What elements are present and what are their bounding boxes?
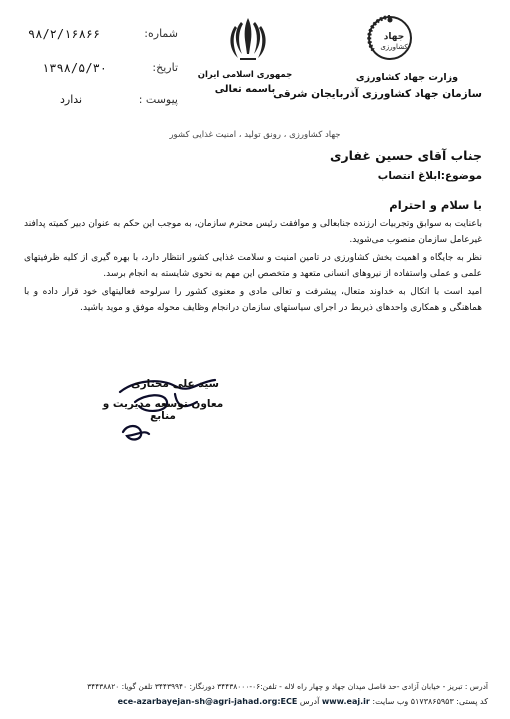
ministry-name: وزارت جهاد کشاورزی <box>355 72 458 83</box>
footer-website: www.eaj.ir <box>321 697 370 706</box>
motto-line: جهاد کشاورزی ، رونق تولید ، امنیت غذایی کشور <box>169 130 341 140</box>
attachment-row <box>28 93 178 113</box>
basmala-heading: باسمه تعالی <box>214 84 276 95</box>
svg-text:جهاد: جهاد <box>383 32 405 42</box>
footer-contact <box>20 697 488 706</box>
body-paragraph-2: نظر به جایگاه و اهمیت بخش کشاورزی در تامین امنیت و سلامت غذایی کشور انتظار دارد، با بهره گیری از کلیه ظرفیتهای علمی و عملی واستفاده از نیروهای انسانی متعهد و متخصص این مهم به نحوی شایسته به انجام برسد. <box>24 253 482 279</box>
signer-title: معاون توسعه مدیریت و منابع <box>102 398 224 422</box>
svg-text:کشاورزی: کشاورزی <box>380 43 408 51</box>
salutation: با سلام و احترام <box>389 198 482 212</box>
footer-address: آدرس : تبریز - خیابان آزادی -حد فاصل میدان جهاد و چهار راه لاله - تلفن:۰۶-۳۴۴۳۸۰۰۰ دورنگار: ۳۴۴۳۹۹۴۰ تلفن گویا: ۳۴۴۳۸۸۲۰ <box>87 682 488 691</box>
footer-email-label: آدرس <box>299 697 320 706</box>
attachment-label: پیوست : <box>138 93 178 106</box>
signer-name: سید علی مختاری <box>130 378 220 390</box>
agri-jahad-logo-icon <box>366 14 414 62</box>
iran-emblem-icon <box>226 14 270 64</box>
recipient-name: جناب آقای حسین غفاری <box>329 148 482 163</box>
body-paragraph-3: امید است با اتکال به خداوند متعال، پیشرفت و تعالی مادی و معنوی کشور را سرلوحه فعالیتهای خود قرار داده و با هماهنگی و همکاری واحدهای ذیربط در اجرای سیاستهای سازمان درانجام وظایف محوله موفق و موید باشید. <box>24 287 482 313</box>
republic-title: جمهوری اسلامی ایران <box>197 70 293 80</box>
body-paragraph-1: باعنایت به سوابق وتجربیات ارزنده جنابعالی و موافقت رئیس محترم سازمان، به موجب این حکم به عنوان دبیر کمیته پدافند غیرعامل سازمان منصوب می‌شوید. <box>24 219 482 245</box>
letter-date-row <box>28 61 178 81</box>
footer-email: ece-azarbayejan-sh@agri-jahad.org:ECE <box>117 697 298 706</box>
letter-number-value: ۹۸/۲/۱۶۸۶۶ <box>28 27 101 41</box>
letter-date-label: تاریخ: <box>152 61 178 74</box>
footer-postal: کد پستی: ۵۱۷۳۸۶۵۹۵۳ وب سایت: <box>372 697 488 706</box>
letter-subject: موضوع:ابلاغ انتصاب <box>377 170 482 182</box>
letter-date-value: ۱۳۹۸/۵/۳۰ <box>42 61 108 75</box>
organization-name: سازمان جهاد کشاورزی آذربایجان شرقی <box>273 88 482 100</box>
attachment-value: ندارد <box>60 93 83 106</box>
letter-number-row <box>28 27 178 47</box>
letter-number-label: شماره: <box>144 27 178 40</box>
